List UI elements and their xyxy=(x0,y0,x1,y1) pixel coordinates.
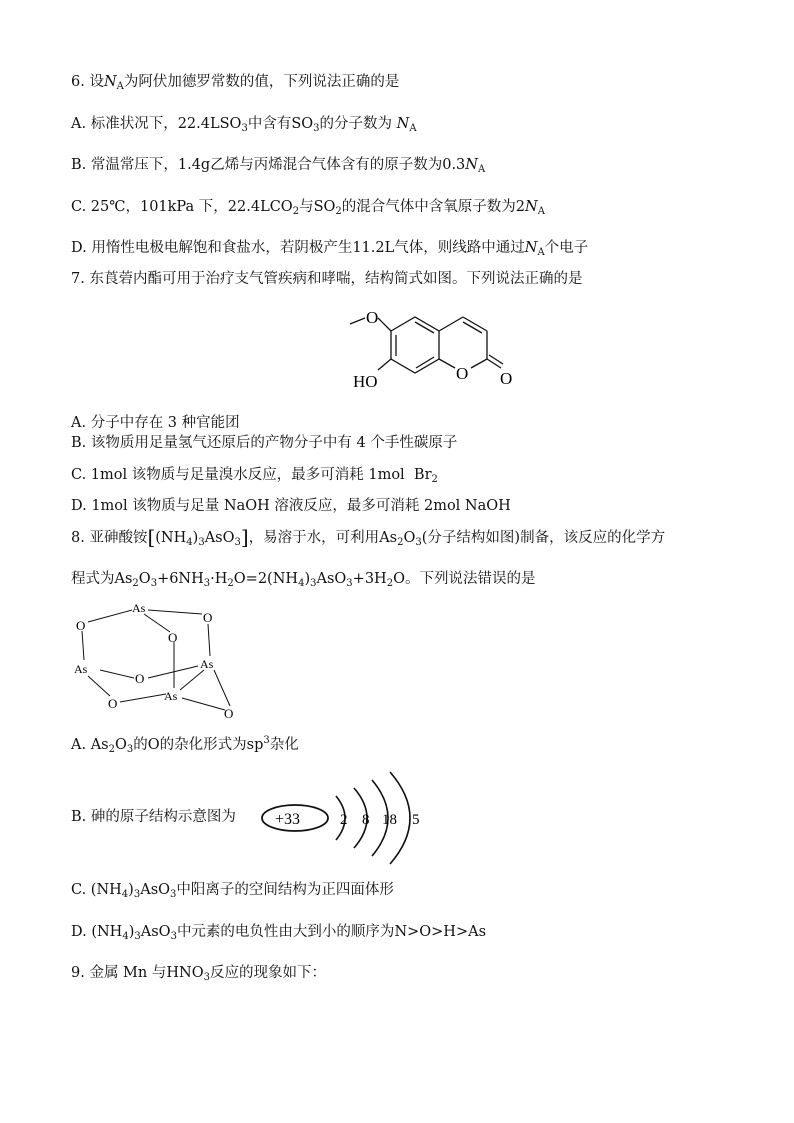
methoxy-bond xyxy=(378,318,391,331)
arsenic-atomic-structure-svg xyxy=(258,770,438,866)
benzene-ring xyxy=(391,317,439,373)
q6-option-a: A. 标准状况下，$22.4LSO_3$中含有$SO_3$的分子数为 $N_A$ xyxy=(71,116,417,134)
benzene-double-3 xyxy=(416,357,434,368)
shell-electron-count: 18 xyxy=(382,812,397,828)
carbonyl-bond-2 xyxy=(489,355,503,364)
arsenic-atomic-structure-diagram xyxy=(258,770,438,866)
q8-stem: 8. 亚砷酸铵$[(NH_4)_3AsO_3]$，易溶于水，可利用$As_2O_3$(分子结构如图)制备，该反应的化学方 xyxy=(71,525,666,549)
scopoletin-structure-svg xyxy=(345,302,525,398)
q7-option-b: B. 该物质用足量氢气还原后的产物分子中有 4 个手性碳原子 xyxy=(71,435,458,451)
hydroxyl-bond xyxy=(378,359,391,370)
as2o3-structure-svg xyxy=(70,598,250,724)
methoxy-o-label: O xyxy=(366,308,379,327)
ring-bond-4 xyxy=(471,359,487,368)
as-atom-label: As xyxy=(200,657,214,671)
ring-bond-5 xyxy=(439,359,455,368)
q8-option-c: C. $(NH_4)_3AsO_3$中阳离子的空间结构为正四面体形 xyxy=(71,882,394,900)
q7-option-a: A. 分子中存在 3 种官能团 xyxy=(71,415,240,431)
o-atom-label: O xyxy=(224,706,234,721)
o-atom-label: O xyxy=(203,610,213,625)
q6-option-b: B. 常温常压下，1.4g乙烯与丙烯混合气体含有的原子数为$0.3N_A$ xyxy=(71,157,486,175)
methyl-bond xyxy=(350,318,365,324)
as-atom-label: As xyxy=(132,601,146,615)
q6-stem: 6. 设$N_A$为阿伏加德罗常数的值，下列说法正确的是 xyxy=(71,74,400,92)
ring-bond-1 xyxy=(439,317,463,331)
q8-option-a: A. $As_2O_3$的O的杂化形式为$sp^3$杂化 xyxy=(71,735,299,755)
ring-double-bond xyxy=(463,322,482,333)
q6-option-d: D. 用惰性电极电解饱和食盐水，若阴极产生11.2L气体，则线路中通过$N_A$个电子 xyxy=(71,240,589,258)
carbonyl-bond-1 xyxy=(487,359,501,368)
shell-electron-count: 5 xyxy=(412,812,420,828)
q7-option-d: D. 1mol 该物质与足量 NaOH 溶液反应，最多可消耗 2mol NaOH xyxy=(71,498,511,514)
as2o3-structure xyxy=(70,598,250,724)
shell-electron-count: 8 xyxy=(362,812,370,828)
q6-option-c: C. 25℃，101kPa 下，$22.4LCO_2$与$SO_2$的混合气体中含氧原子数为$2N_A$ xyxy=(71,199,545,217)
carbonyl-o-label: O xyxy=(500,369,513,388)
q9-stem: 9. 金属 Mn 与$HNO_3$反应的现象如下： xyxy=(71,965,326,983)
as-atom-label: As xyxy=(164,689,178,703)
q8-equation: 程式为$As_2O_3+6NH_3\cdot H_2O=2(NH_4)_3AsO_3+3H_2O$。下列说法错误的是 xyxy=(71,571,536,589)
q8-option-d: D. $(NH_4)_3AsO_3$中元素的电负性由大到小的顺序为N>O>H>As xyxy=(71,924,487,942)
scopoletin-structure xyxy=(345,302,525,398)
o-atom-label: O xyxy=(168,630,178,645)
ring-o-label: O xyxy=(456,364,469,383)
shell-electron-count: 2 xyxy=(340,812,348,828)
o-atom-label: O xyxy=(76,618,86,633)
q7-option-c: C. 1mol 该物质与足量溴水反应，最多可消耗 1mol $Br_2$ xyxy=(71,467,438,485)
o-atom-label: O xyxy=(108,696,118,711)
hydroxyl-label: HO xyxy=(353,372,378,391)
nucleus-charge: +33 xyxy=(275,811,301,828)
benzene-double-2 xyxy=(415,322,434,333)
q7-stem: 7. 东莨菪内酯可用于治疗支气管疾病和哮喘，结构简式如图。下列说法正确的是 xyxy=(71,271,583,287)
o-atom-label: O xyxy=(135,671,145,686)
q8-option-b: B. 砷的原子结构示意图为 xyxy=(71,809,236,825)
as-atom-label: As xyxy=(74,662,88,676)
